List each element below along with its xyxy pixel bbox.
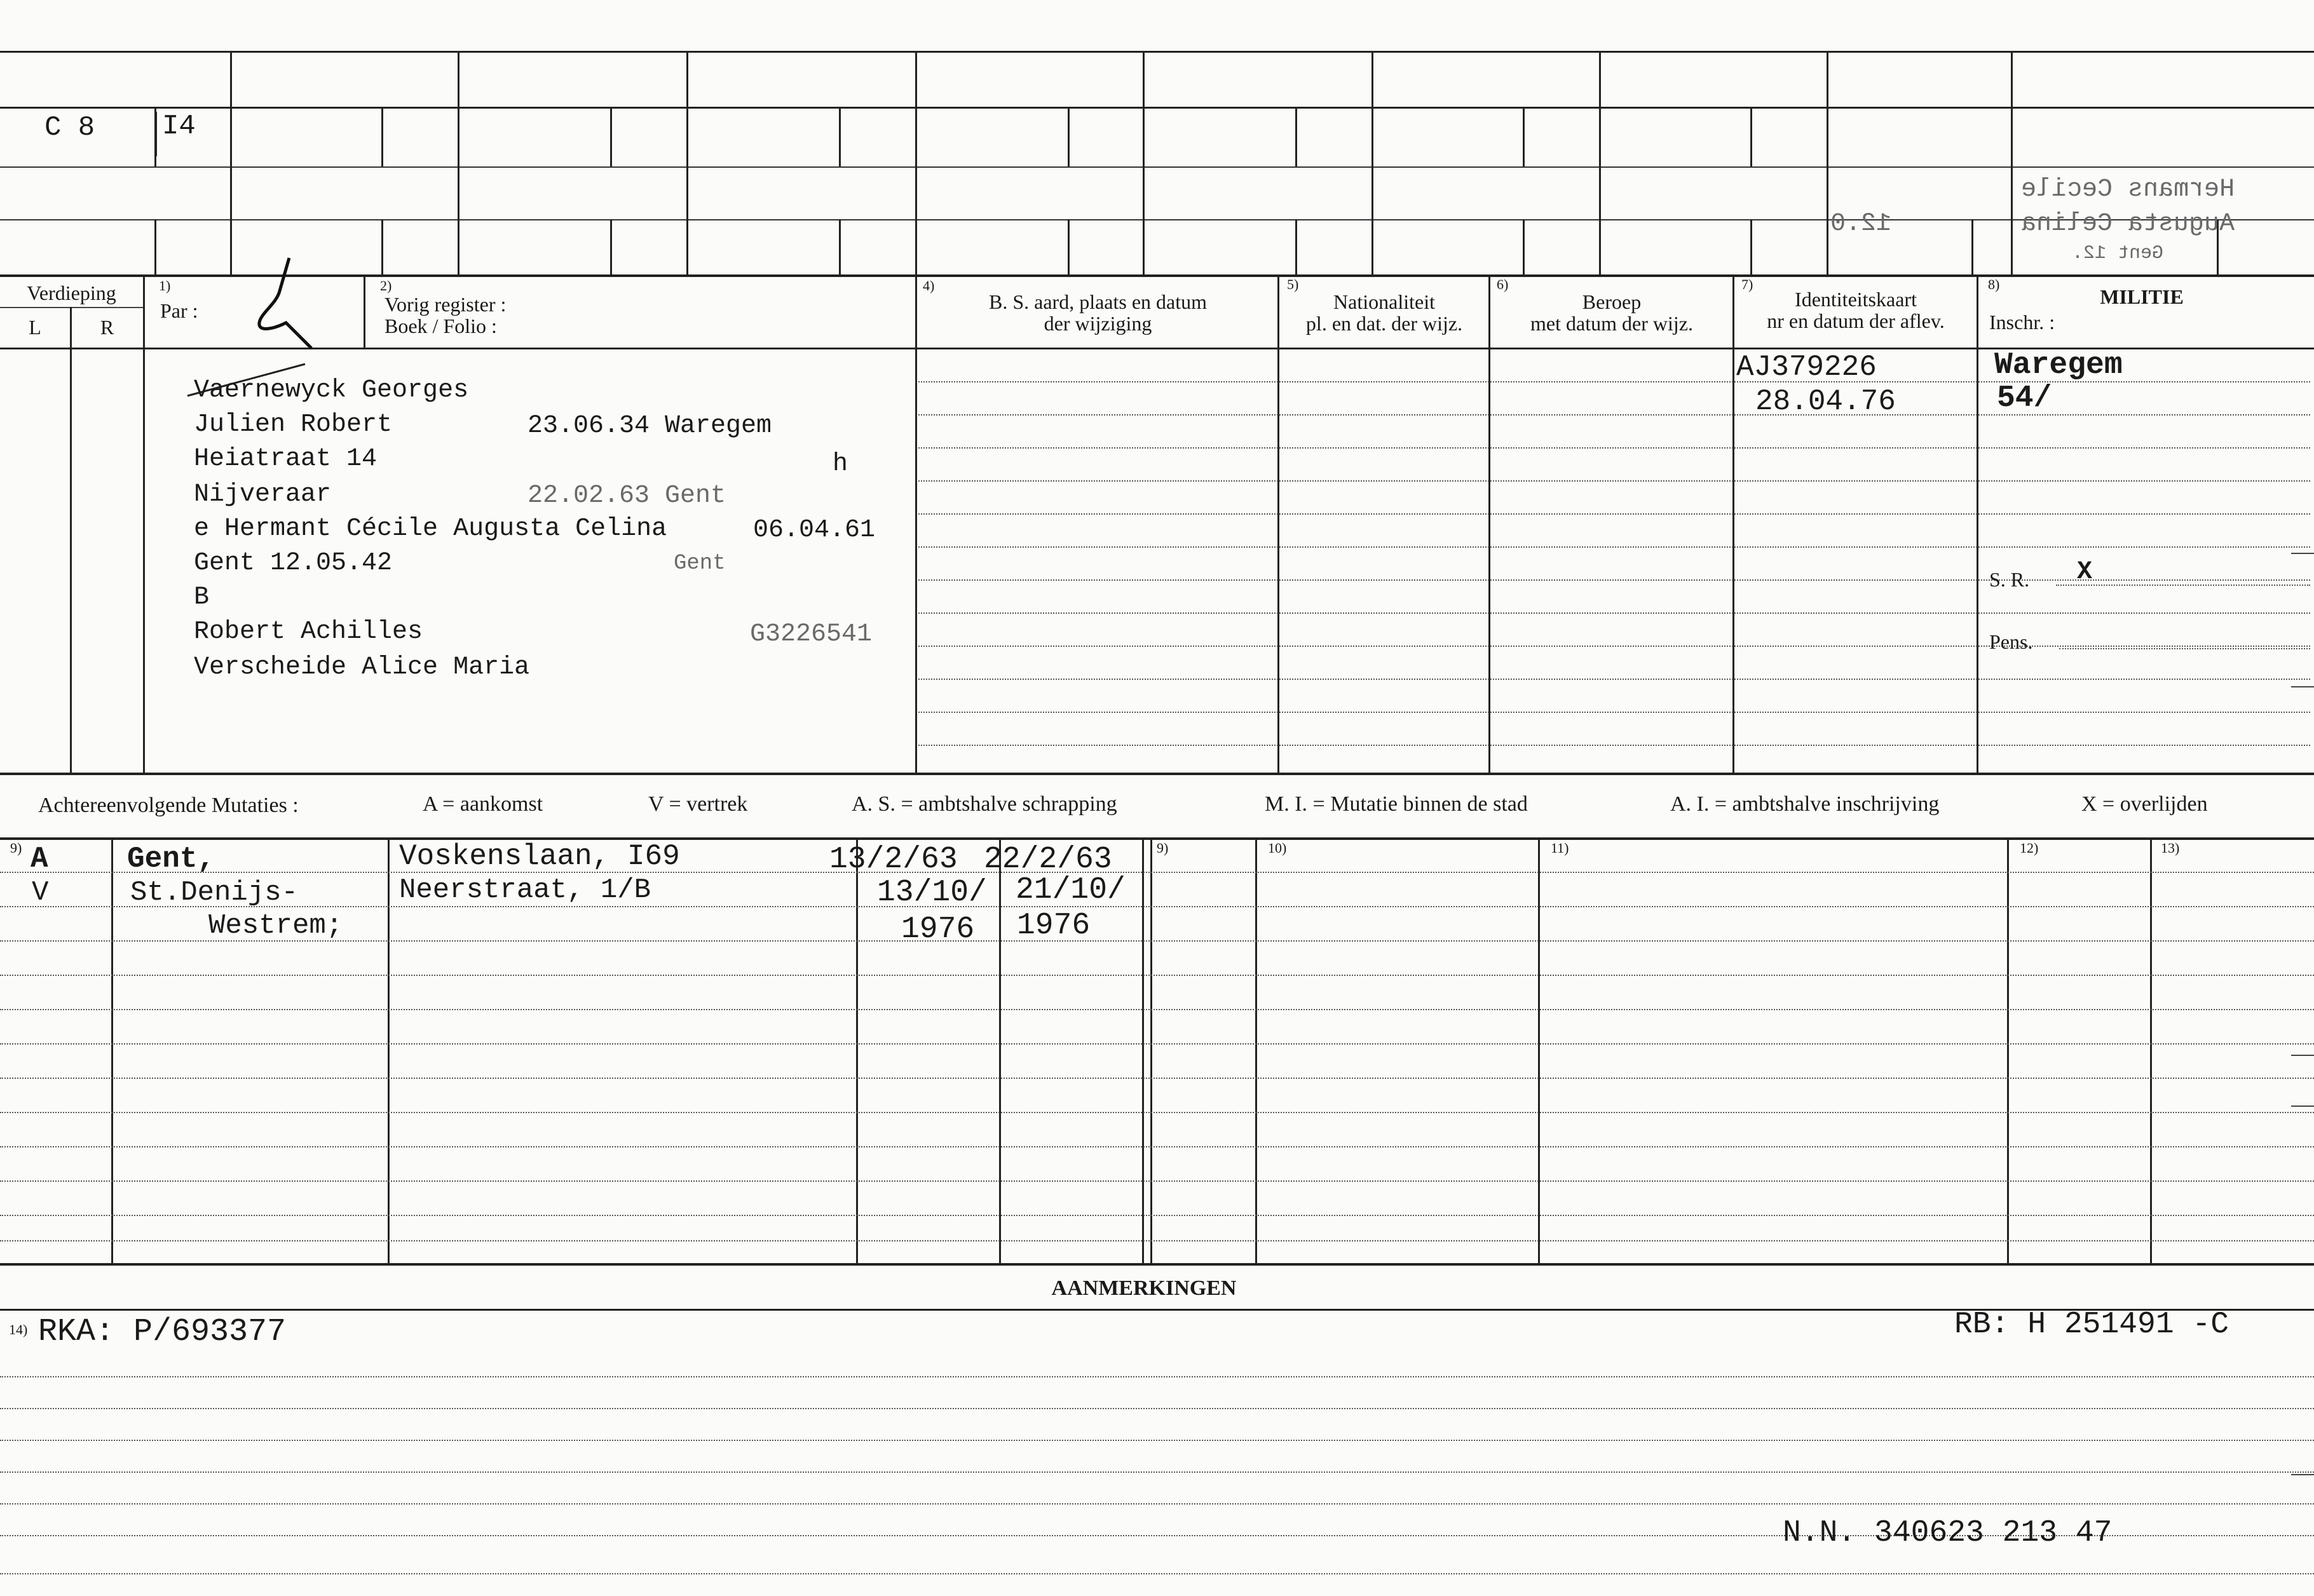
person-section	[0, 348, 2314, 775]
mutation-place-v: St.Denijs-	[130, 877, 299, 909]
nationaliteit-header-1: Nationaliteit	[1333, 290, 1435, 313]
person-spouse: e Hermant Cécile Augusta Celina	[194, 515, 667, 543]
note-8: 8)	[1988, 276, 2000, 292]
note-5: 5)	[1287, 276, 1299, 292]
person-occupation-date: 22.02.63 Gent	[527, 482, 726, 510]
remarks-rka: RKA: P/693377	[38, 1314, 287, 1350]
person-given-names: Julien Robert	[194, 410, 393, 439]
person-marriage-date: 06.04.61	[753, 516, 876, 544]
person-father: Robert Achilles	[194, 618, 423, 646]
remarks-section	[0, 1268, 2314, 1596]
legend-mi: M. I. = Mutatie binnen de stad	[1265, 792, 1528, 816]
mutation-date2-a: 22/2/63	[984, 842, 1112, 877]
code-left: C 8	[44, 112, 95, 144]
person-mother: Verscheide Alice Maria	[194, 653, 530, 682]
mutation-date1-v: 13/10/	[877, 876, 987, 910]
mirrored-date: 12.0	[1830, 210, 1892, 238]
mutation-date2b-v: 1976	[1017, 909, 1091, 943]
mutation-type-v: V	[32, 877, 49, 909]
legend-x: X = overlijden	[2081, 792, 2208, 816]
mirrored-text-3: Gent 12.	[2072, 243, 2164, 264]
person-name: Vaernewyck Georges	[194, 376, 469, 405]
identiteitskaart-header-1: Identiteitskaart	[1795, 288, 1917, 311]
col-l-label: L	[29, 316, 41, 339]
person-address: Heiatraat 14	[194, 445, 378, 473]
mutation-place-a: Gent,	[127, 842, 215, 876]
boek-folio-label: Boek / Folio :	[385, 314, 497, 337]
edge-ticks	[2291, 0, 2314, 1596]
mutation-address-a: Voskenslaan, I69	[399, 840, 680, 873]
remarks-rb: RB: H 251491 -C	[1954, 1308, 2229, 1342]
inschr-label: Inschr. :	[1989, 311, 2055, 334]
mutation-type-a: A	[31, 842, 48, 876]
note-6: 6)	[1497, 276, 1509, 292]
id-card-date: 28.04.76	[1755, 385, 1896, 418]
person-father-number: G3226541	[750, 620, 873, 649]
remarks-title: AANMERKINGEN	[1051, 1276, 1237, 1300]
mutation-date1b-v: 1976	[901, 912, 975, 947]
top-grid	[0, 0, 2314, 280]
person-occupation: Nijveraar	[194, 480, 332, 509]
note-9: 9)	[10, 840, 22, 856]
note-11: 11)	[1551, 840, 1569, 856]
header-row	[0, 276, 2314, 349]
col-r-label: R	[100, 316, 114, 339]
pens-label: Pens.	[1989, 630, 2033, 653]
mutation-place-v-2: Westrem;	[208, 910, 343, 942]
legend-v: V = vertrek	[648, 792, 748, 816]
legend-a: A = aankomst	[423, 792, 543, 816]
verdieping-label: Verdieping	[27, 281, 116, 304]
note-10: 10)	[1268, 840, 1287, 856]
mutation-address-v: Neerstraat, 1/B	[399, 874, 651, 906]
bs-header-2: der wijziging	[1044, 312, 1152, 335]
militie-year: 54/	[1997, 381, 2052, 416]
bs-header-1: B. S. aard, plaats en datum	[988, 290, 1208, 313]
legend-ai: A. I. = ambtshalve inschrijving	[1670, 792, 1940, 816]
mutations-table	[0, 837, 2314, 1268]
person-spouse-birth: Gent 12.05.42	[194, 549, 393, 578]
legend-as: A. S. = ambtshalve schrapping	[852, 792, 1117, 816]
note-2: 2)	[380, 278, 392, 294]
nationaliteit-header-2: pl. en dat. der wijz.	[1305, 312, 1463, 335]
mutation-legend	[0, 776, 2314, 840]
identiteitskaart-header-2: nr en datum der aflev.	[1767, 309, 1945, 332]
beroep-header-1: Beroep	[1582, 290, 1642, 313]
mutation-date1-a: 13/2/63	[829, 842, 958, 877]
mutation-date2-v: 21/10/	[1016, 873, 1126, 907]
vorig-register-label: Vorig register :	[385, 293, 507, 316]
person-address-h: h	[833, 450, 848, 478]
note-13: 13)	[2161, 840, 2180, 856]
militie-place: Waregem	[1994, 348, 2123, 382]
par-label: Par :	[160, 299, 198, 322]
sr-label: S. R.	[1989, 568, 2030, 591]
person-spouse-place: Gent	[674, 551, 726, 576]
note-1: 1)	[159, 278, 171, 294]
id-card-number: AJ379226	[1736, 351, 1877, 384]
note-9b: 9)	[1157, 840, 1169, 856]
note-12: 12)	[2020, 840, 2039, 856]
remarks-nn: N.N. 340623 213 47	[1783, 1516, 2113, 1550]
person-birth: 23.06.34 Waregem	[527, 412, 772, 440]
code-right: I4	[162, 111, 196, 142]
mirrored-text-2: Augusta Celina	[2021, 210, 2235, 238]
note-4: 4)	[923, 278, 935, 294]
beroep-header-2: met datum der wijz.	[1530, 312, 1693, 335]
militie-header: MILITIE	[2100, 285, 2184, 308]
person-nationality: B	[194, 583, 210, 612]
note-7: 7)	[1741, 276, 1753, 292]
note-14: 14)	[9, 1322, 28, 1337]
mirrored-text-1: Hermans Cecile	[2021, 175, 2235, 204]
legend-title: Achtereenvolgende Mutaties :	[38, 794, 299, 817]
sr-value: X	[2077, 558, 2093, 586]
